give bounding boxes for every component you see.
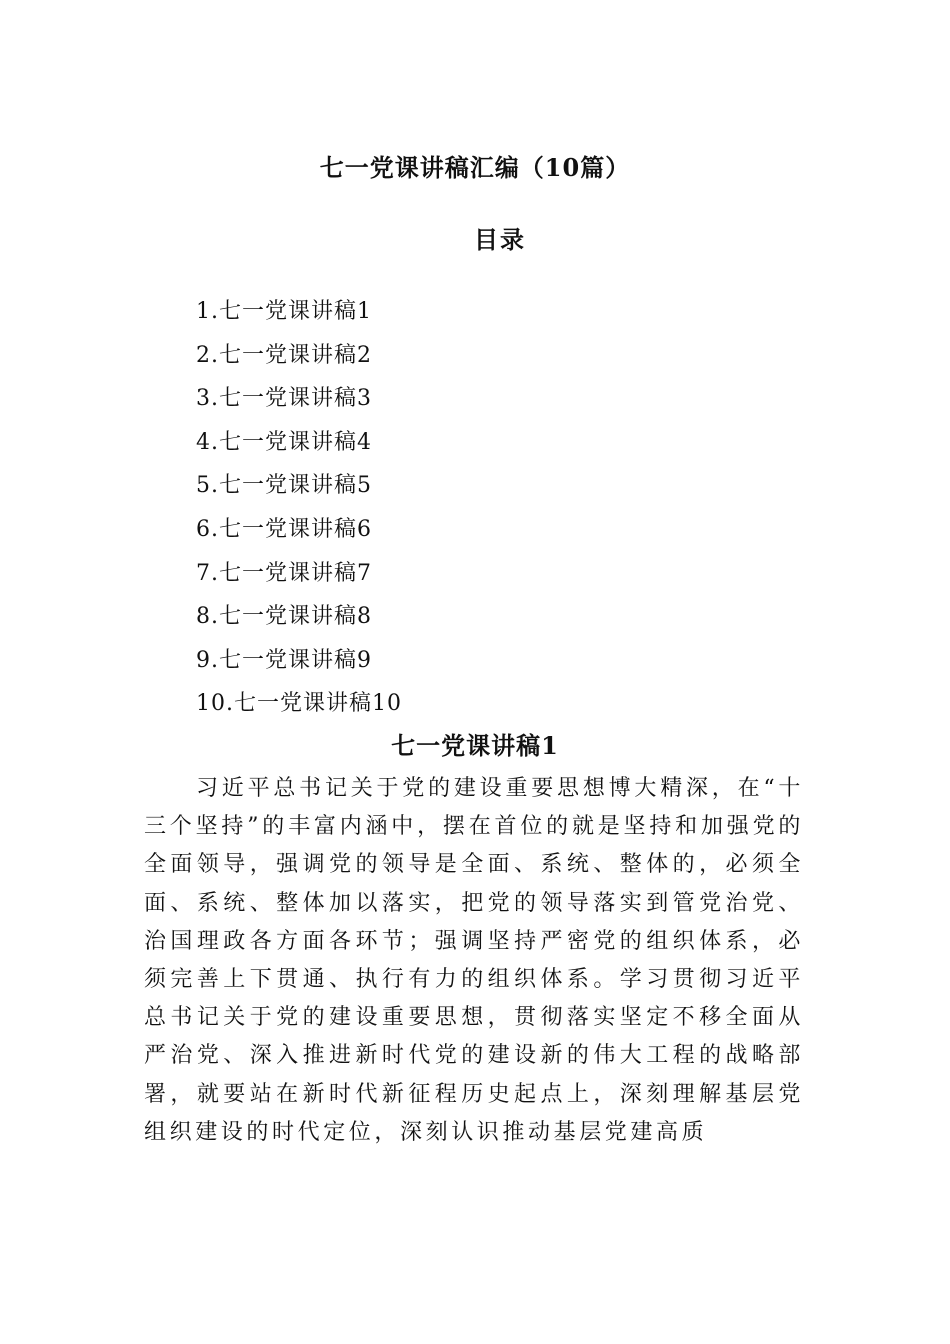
toc-item: 6.七一党课讲稿6 (196, 516, 372, 542)
toc-item: 9.七一党课讲稿9 (196, 647, 372, 673)
toc-item: 7.七一党课讲稿7 (196, 560, 372, 586)
toc-item: 10.七一党课讲稿10 (196, 691, 402, 717)
toc-item: 2.七一党课讲稿2 (196, 342, 372, 368)
toc-item: 5.七一党课讲稿5 (196, 473, 372, 499)
section-title: 七一党课讲稿1 (391, 731, 559, 760)
toc-item: 1.七一党课讲稿1 (196, 299, 372, 324)
table-of-contents (196, 290, 402, 726)
document-title: 七一党课讲稿汇编（10篇） (319, 153, 631, 182)
toc-heading: 目录 (474, 225, 526, 254)
toc-item: 3.七一党课讲稿3 (196, 386, 372, 412)
body-paragraph: 习近平总书记关于党的建设重要思想博大精深，在“十三个坚持”的丰富内涵中，摆在首位的就是坚持和加强党的全面领导，强调党的领导是全面、系统、整体的，必须全面、系统、整体加以落实，把党的领导落实到管党治党、治国理政各方面各环节；强调坚持严密党的组织体系，必须完善上下贯通、执行有力的组织体系。学习贯彻习近平总书记关于党的建设重要思想，贯彻落实坚定不移全面从严治党、深入推进新时代党的建设新的伟大工程的战略部署，就要站在新时代新征程历史起点上，深刻理解基层党组织建设的时代定位，深刻认识推动基层党建高质 (144, 776, 804, 1145)
toc-item: 8.七一党课讲稿8 (196, 604, 372, 630)
toc-item: 4.七一党课讲稿4 (196, 429, 372, 455)
